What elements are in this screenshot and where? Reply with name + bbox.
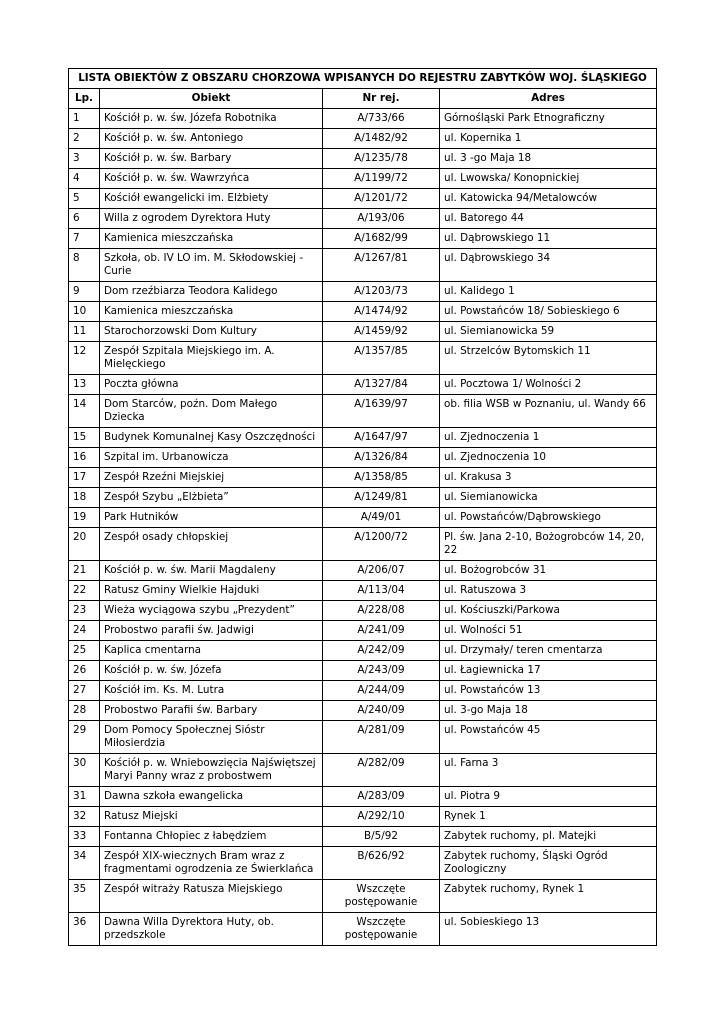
table-row xyxy=(69,721,657,754)
cell-adres: ul. Sobieskiego 13 xyxy=(440,913,657,946)
cell-lp: 15 xyxy=(69,428,100,448)
cell-adres: ul. Piotra 9 xyxy=(440,787,657,807)
cell-obiekt: Dawna Willa Dyrektora Huty, ob. przedszkole xyxy=(100,913,323,946)
cell-adres: Pl. św. Jana 2-10, Bożogrobców 14, 20, 22 xyxy=(440,528,657,561)
cell-obiekt: Kościół p. w. św. Marii Magdaleny xyxy=(100,561,323,581)
cell-adres: ul. Dąbrowskiego 11 xyxy=(440,229,657,249)
cell-nr-rej: A/1201/72 xyxy=(323,189,440,209)
cell-adres: Zabytek ruchomy, Śląski Ogród Zoologiczny xyxy=(440,847,657,880)
cell-lp: 7 xyxy=(69,229,100,249)
cell-nr-rej: A/1326/84 xyxy=(323,448,440,468)
table-row xyxy=(69,109,657,129)
cell-nr-rej: Wszczęte postępowanie xyxy=(323,913,440,946)
cell-adres: ul. Powstańców 45 xyxy=(440,721,657,754)
table-row xyxy=(69,169,657,189)
cell-adres: ul. Ratuszowa 3 xyxy=(440,581,657,601)
cell-nr-rej: A/1482/92 xyxy=(323,129,440,149)
table-row xyxy=(69,787,657,807)
cell-obiekt: Fontanna Chłopiec z łabędziem xyxy=(100,827,323,847)
cell-lp: 21 xyxy=(69,561,100,581)
cell-nr-rej: A/1474/92 xyxy=(323,302,440,322)
cell-obiekt: Kościół p. w. św. Barbary xyxy=(100,149,323,169)
cell-adres: ul. Drzymały/ teren cmentarza xyxy=(440,641,657,661)
cell-lp: 14 xyxy=(69,395,100,428)
cell-lp: 36 xyxy=(69,913,100,946)
cell-obiekt: Zespół osady chłopskiej xyxy=(100,528,323,561)
cell-adres: ul. Batorego 44 xyxy=(440,209,657,229)
cell-lp: 22 xyxy=(69,581,100,601)
cell-adres: ul. Powstańców 13 xyxy=(440,681,657,701)
table-row xyxy=(69,681,657,701)
cell-lp: 18 xyxy=(69,488,100,508)
table-body xyxy=(69,109,657,946)
cell-nr-rej: A/244/09 xyxy=(323,681,440,701)
cell-nr-rej: A/1200/72 xyxy=(323,528,440,561)
table-row xyxy=(69,322,657,342)
cell-lp: 20 xyxy=(69,528,100,561)
cell-nr-rej: A/1199/72 xyxy=(323,169,440,189)
table-row xyxy=(69,508,657,528)
cell-lp: 34 xyxy=(69,847,100,880)
table-row xyxy=(69,827,657,847)
cell-lp: 1 xyxy=(69,109,100,129)
cell-nr-rej: B/5/92 xyxy=(323,827,440,847)
cell-lp: 2 xyxy=(69,129,100,149)
cell-lp: 35 xyxy=(69,880,100,913)
cell-lp: 26 xyxy=(69,661,100,681)
cell-nr-rej: A/1459/92 xyxy=(323,322,440,342)
cell-obiekt: Ratusz Gminy Wielkie Hajduki xyxy=(100,581,323,601)
cell-nr-rej: A/281/09 xyxy=(323,721,440,754)
cell-adres: ul. Kościuszki/Parkowa xyxy=(440,601,657,621)
cell-obiekt: Kamienica mieszczańska xyxy=(100,302,323,322)
cell-lp: 19 xyxy=(69,508,100,528)
cell-nr-rej: A/243/09 xyxy=(323,661,440,681)
table-row xyxy=(69,561,657,581)
cell-adres: ul. 3 -go Maja 18 xyxy=(440,149,657,169)
cell-obiekt: Kościół p. w. św. Józefa Robotnika xyxy=(100,109,323,129)
table-row xyxy=(69,149,657,169)
cell-obiekt: Willa z ogrodem Dyrektora Huty xyxy=(100,209,323,229)
cell-adres: ul. Siemianowicka 59 xyxy=(440,322,657,342)
table-row xyxy=(69,807,657,827)
cell-obiekt: Kościół ewangelicki im. Elżbiety xyxy=(100,189,323,209)
cell-nr-rej: A/1639/97 xyxy=(323,395,440,428)
cell-adres: ul. Dąbrowskiego 34 xyxy=(440,249,657,282)
cell-adres: ul. Powstańców 18/ Sobieskiego 6 xyxy=(440,302,657,322)
cell-adres: Górnośląski Park Etnograficzny xyxy=(440,109,657,129)
cell-lp: 16 xyxy=(69,448,100,468)
cell-lp: 30 xyxy=(69,754,100,787)
cell-adres: ul. 3-go Maja 18 xyxy=(440,701,657,721)
cell-obiekt: Poczta główna xyxy=(100,375,323,395)
cell-lp: 12 xyxy=(69,342,100,375)
cell-obiekt: Kaplica cmentarna xyxy=(100,641,323,661)
cell-obiekt: Kościół im. Ks. M. Lutra xyxy=(100,681,323,701)
table-row xyxy=(69,641,657,661)
cell-nr-rej: A/292/10 xyxy=(323,807,440,827)
cell-adres: ul. Kopernika 1 xyxy=(440,129,657,149)
cell-nr-rej: A/1357/85 xyxy=(323,342,440,375)
cell-lp: 32 xyxy=(69,807,100,827)
cell-nr-rej: A/1682/99 xyxy=(323,229,440,249)
cell-nr-rej: A/240/09 xyxy=(323,701,440,721)
table-row xyxy=(69,282,657,302)
cell-obiekt: Kamienica mieszczańska xyxy=(100,229,323,249)
cell-adres: ul. Farna 3 xyxy=(440,754,657,787)
cell-lp: 28 xyxy=(69,701,100,721)
cell-nr-rej: A/206/07 xyxy=(323,561,440,581)
cell-nr-rej: A/1358/85 xyxy=(323,468,440,488)
cell-adres: ul. Krakusa 3 xyxy=(440,468,657,488)
cell-obiekt: Kościół p. w. św. Wawrzyńca xyxy=(100,169,323,189)
cell-adres: Zabytek ruchomy, Rynek 1 xyxy=(440,880,657,913)
table-row xyxy=(69,375,657,395)
table-row xyxy=(69,342,657,375)
cell-nr-rej: A/1327/84 xyxy=(323,375,440,395)
cell-nr-rej: A/283/09 xyxy=(323,787,440,807)
cell-obiekt: Zespół Szpitala Miejskiego im. A. Mielęckiego xyxy=(100,342,323,375)
table-row xyxy=(69,448,657,468)
cell-adres: ul. Pocztowa 1/ Wolności 2 xyxy=(440,375,657,395)
cell-obiekt: Szpital im. Urbanowicza xyxy=(100,448,323,468)
table-row xyxy=(69,913,657,946)
table-row xyxy=(69,528,657,561)
cell-adres: ul. Bożogrobców 31 xyxy=(440,561,657,581)
cell-nr-rej: A/1235/78 xyxy=(323,149,440,169)
cell-lp: 31 xyxy=(69,787,100,807)
cell-adres: ul. Lwowska/ Konopnickiej xyxy=(440,169,657,189)
cell-lp: 10 xyxy=(69,302,100,322)
table-row xyxy=(69,488,657,508)
column-header-lp: Lp. xyxy=(69,89,100,109)
cell-adres: ob. filia WSB w Poznaniu, ul. Wandy 66 xyxy=(440,395,657,428)
cell-nr-rej: A/242/09 xyxy=(323,641,440,661)
cell-obiekt: Probostwo Parafii św. Barbary xyxy=(100,701,323,721)
table-row xyxy=(69,428,657,448)
cell-nr-rej: A/113/04 xyxy=(323,581,440,601)
cell-nr-rej: A/228/08 xyxy=(323,601,440,621)
cell-obiekt: Szkoła, ob. IV LO im. M. Skłodowskiej - Curie xyxy=(100,249,323,282)
cell-adres: ul. Siemianowicka xyxy=(440,488,657,508)
cell-obiekt: Kościół p. w. Wniebowzięcia Najświętszej Maryi Panny wraz z probostwem xyxy=(100,754,323,787)
cell-adres: ul. Powstańców/Dąbrowskiego xyxy=(440,508,657,528)
cell-obiekt: Kościół p. w. św. Józefa xyxy=(100,661,323,681)
cell-obiekt: Wieża wyciągowa szybu „Prezydent” xyxy=(100,601,323,621)
cell-obiekt: Starochorzowski Dom Kultury xyxy=(100,322,323,342)
title-row xyxy=(69,69,657,89)
cell-lp: 8 xyxy=(69,249,100,282)
table-row xyxy=(69,847,657,880)
cell-lp: 24 xyxy=(69,621,100,641)
table-row xyxy=(69,581,657,601)
table-row xyxy=(69,249,657,282)
cell-lp: 33 xyxy=(69,827,100,847)
table-row xyxy=(69,209,657,229)
column-header-adres: Adres xyxy=(440,89,657,109)
table-row xyxy=(69,701,657,721)
cell-adres: ul. Łagiewnicka 17 xyxy=(440,661,657,681)
cell-obiekt: Zespół witraży Ratusza Miejskiego xyxy=(100,880,323,913)
cell-obiekt: Budynek Komunalnej Kasy Oszczędności xyxy=(100,428,323,448)
cell-nr-rej: A/241/09 xyxy=(323,621,440,641)
cell-nr-rej: A/733/66 xyxy=(323,109,440,129)
column-header-obiekt: Obiekt xyxy=(100,89,323,109)
table-row xyxy=(69,621,657,641)
cell-lp: 23 xyxy=(69,601,100,621)
cell-lp: 29 xyxy=(69,721,100,754)
table-row xyxy=(69,129,657,149)
table-row xyxy=(69,229,657,249)
cell-obiekt: Zespół XIX-wiecznych Bram wraz z fragmentami ogrodzenia ze Świerklańca xyxy=(100,847,323,880)
table-row xyxy=(69,395,657,428)
table-row xyxy=(69,468,657,488)
column-header-nr-rej: Nr rej. xyxy=(323,89,440,109)
cell-adres: ul. Katowicka 94/Metalowców xyxy=(440,189,657,209)
cell-lp: 13 xyxy=(69,375,100,395)
table-row xyxy=(69,661,657,681)
cell-nr-rej: A/49/01 xyxy=(323,508,440,528)
cell-nr-rej: A/1647/97 xyxy=(323,428,440,448)
cell-lp: 17 xyxy=(69,468,100,488)
table-row xyxy=(69,189,657,209)
cell-obiekt: Dom Pomocy Społecznej Sióstr Miłosierdzia xyxy=(100,721,323,754)
cell-adres: ul. Wolności 51 xyxy=(440,621,657,641)
cell-lp: 11 xyxy=(69,322,100,342)
cell-nr-rej: A/193/06 xyxy=(323,209,440,229)
cell-nr-rej: A/1249/81 xyxy=(323,488,440,508)
cell-obiekt: Probostwo parafii św. Jadwigi xyxy=(100,621,323,641)
cell-obiekt: Ratusz Miejski xyxy=(100,807,323,827)
table-title: LISTA OBIEKTÓW Z OBSZARU CHORZOWA WPISANYCH DO REJESTRU ZABYTKÓW WOJ. ŚLĄSKIEGO xyxy=(69,69,657,89)
cell-nr-rej: A/1203/73 xyxy=(323,282,440,302)
cell-nr-rej: A/1267/81 xyxy=(323,249,440,282)
table-row xyxy=(69,601,657,621)
cell-nr-rej: Wszczęte postępowanie xyxy=(323,880,440,913)
cell-lp: 5 xyxy=(69,189,100,209)
cell-obiekt: Dom Starców, poźn. Dom Małego Dziecka xyxy=(100,395,323,428)
cell-lp: 6 xyxy=(69,209,100,229)
cell-nr-rej: B/626/92 xyxy=(323,847,440,880)
table-row xyxy=(69,880,657,913)
cell-obiekt: Zespół Rzeźni Miejskiej xyxy=(100,468,323,488)
cell-obiekt: Park Hutników xyxy=(100,508,323,528)
header-row xyxy=(69,89,657,109)
cell-adres: Zabytek ruchomy, pl. Matejki xyxy=(440,827,657,847)
register-table xyxy=(68,68,657,946)
cell-lp: 27 xyxy=(69,681,100,701)
cell-lp: 4 xyxy=(69,169,100,189)
cell-adres: ul. Zjednoczenia 10 xyxy=(440,448,657,468)
cell-obiekt: Dawna szkoła ewangelicka xyxy=(100,787,323,807)
cell-lp: 25 xyxy=(69,641,100,661)
table-row xyxy=(69,302,657,322)
cell-obiekt: Zespół Szybu „Elżbieta” xyxy=(100,488,323,508)
cell-adres: ul. Kalidego 1 xyxy=(440,282,657,302)
cell-lp: 3 xyxy=(69,149,100,169)
cell-nr-rej: A/282/09 xyxy=(323,754,440,787)
cell-adres: ul. Strzelców Bytomskich 11 xyxy=(440,342,657,375)
cell-obiekt: Kościół p. w. św. Antoniego xyxy=(100,129,323,149)
cell-adres: Rynek 1 xyxy=(440,807,657,827)
cell-lp: 9 xyxy=(69,282,100,302)
cell-adres: ul. Zjednoczenia 1 xyxy=(440,428,657,448)
table-row xyxy=(69,754,657,787)
cell-obiekt: Dom rzeźbiarza Teodora Kalidego xyxy=(100,282,323,302)
